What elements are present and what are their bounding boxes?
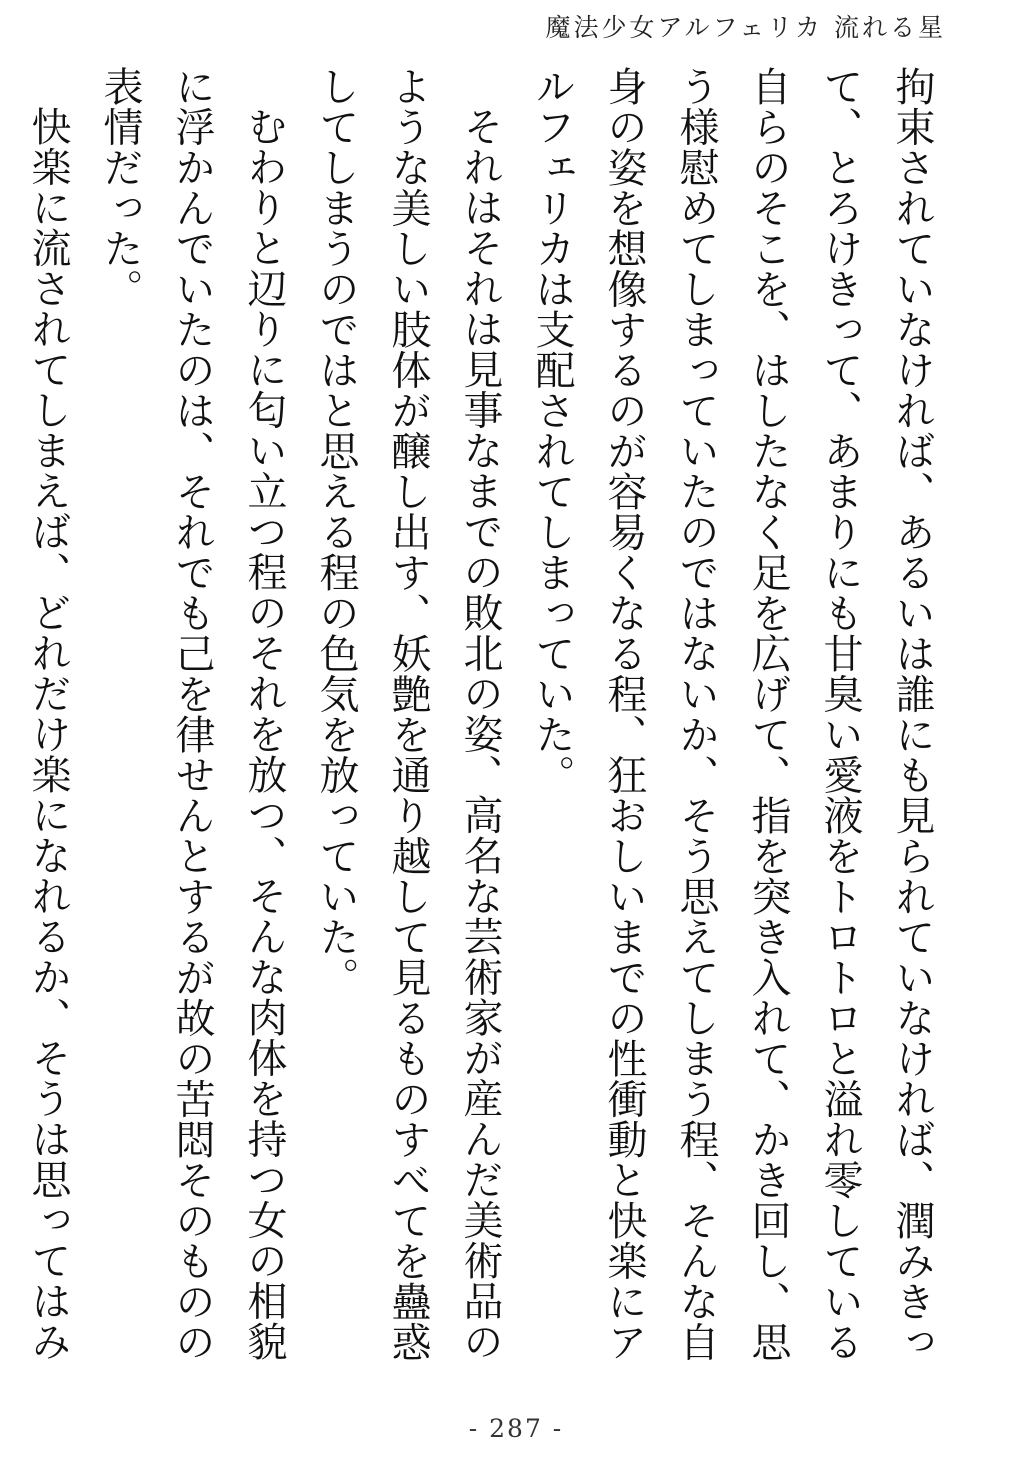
running-header: 魔法少女アルフェリカ 流れる星 (545, 13, 946, 42)
paragraph-4: 快楽に流されてしまえば、どれだけ楽になれるか、そうは思ってはみ (25, 106, 71, 1362)
novel-body-text (0, 66, 948, 1396)
paragraph-3: むわりと辺りに匂い立つ程のそれを放つ、そんな肉体を持つ女の相貌に浮かんでいたのは、それでも己を律せんとするが故の苦悶そのものの表情だった。 (97, 66, 287, 1362)
paragraph-1: 拘束されていなければ、あるいは誰にも見られていなければ、潤みきって、とろけきって、あまりにも甘臭い愛液をトロトロと溢れ零している自らのそこを、はしたなく足を広げて、指を突き入れて、かき回し、思う様慰めてしまっていたのではないか、そう思えてしまう程、そんな自身の姿を想像するのが容易くなる程、狂おしいまでの性衝動と快楽にアルフェリカは支配されてしまっていた。 (529, 66, 935, 1362)
paragraph-2: それはそれは見事なまでの敗北の姿、高名な芸術家が産んだ美術品のような美しい肢体が醸し出す、妖艶を通り越して見るものすべてを蠱惑してしまうのではと思える程の色気を放っていた。 (313, 66, 503, 1362)
page-number: - 287 - (468, 1414, 564, 1443)
